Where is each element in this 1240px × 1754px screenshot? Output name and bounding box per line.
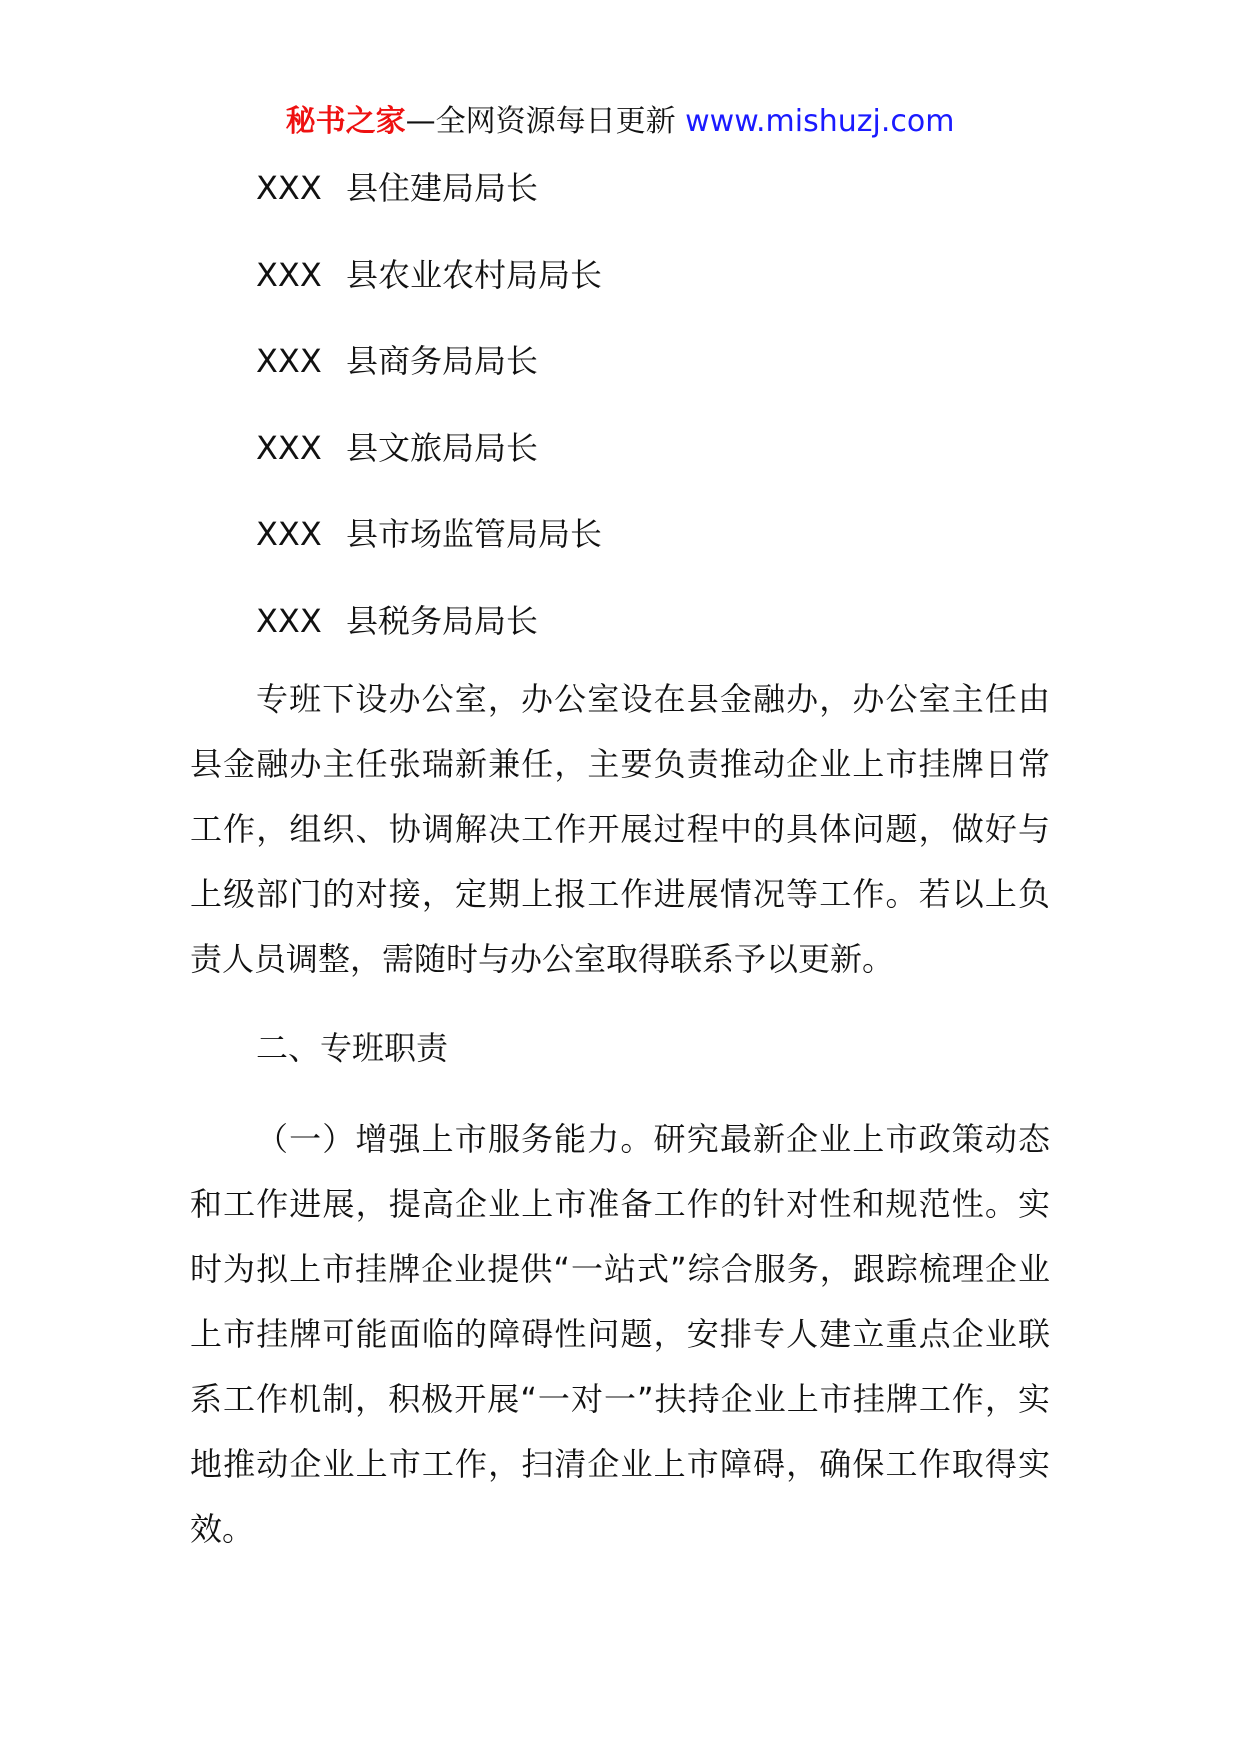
member-title: 县市场监管局局长 — [346, 515, 603, 553]
member-name: XXX — [256, 601, 322, 640]
brand-name: 秘书之家 — [285, 104, 406, 139]
member-title: 县税务局局长 — [346, 601, 539, 640]
member-line — [190, 160, 1050, 247]
member-name: XXX — [256, 169, 322, 207]
member-list — [190, 160, 1050, 679]
member-title: 县文旅局局长 — [346, 428, 539, 467]
member-line — [190, 506, 1050, 593]
member-line — [190, 333, 1050, 420]
member-title: 县住建局局长 — [346, 169, 539, 207]
member-name: XXX — [256, 255, 322, 294]
member-line — [190, 420, 1050, 507]
website-link[interactable]: www.mishuzj.com — [685, 104, 955, 139]
section-heading: 二、专班职责 — [256, 1029, 449, 1067]
document-body — [190, 160, 1050, 1562]
member-name: XXX — [256, 515, 322, 553]
page-header — [0, 100, 1240, 144]
office-paragraph: 专班下设办公室，办公室设在县金融办，办公室主任由县金融办主任张瑞新兼任，主要负责推动企业上市挂牌日常工作，组织、协调解决工作开展过程中的具体问题，做好与上级部门的对接，定期上报工作进展情况等工作。若以上负责人员调整，需随时与办公室取得联系予以更新。 — [190, 680, 1050, 978]
subsection-paragraph: （一）增强上市服务能力。研究最新企业上市政策动态和工作进展，提高企业上市准备工作的针对性和规范性。实时为拟上市挂牌企业提供“一站式”综合服务，跟踪梳理企业上市挂牌可能面临的障碍性问题，安排专人建立重点企业联系工作机制，积极开展“一对一”扶持企业上市挂牌工作，实地推动企业上市工作，扫清企业上市障碍，确保工作取得实效。 — [190, 1120, 1050, 1548]
member-name: XXX — [256, 428, 322, 467]
header-slogan: —全网资源每日更新 — [405, 104, 686, 139]
member-title: 县农业农村局局长 — [346, 255, 603, 294]
member-title: 县商务局局长 — [346, 342, 539, 380]
member-line — [190, 247, 1050, 334]
member-name: XXX — [256, 342, 322, 380]
